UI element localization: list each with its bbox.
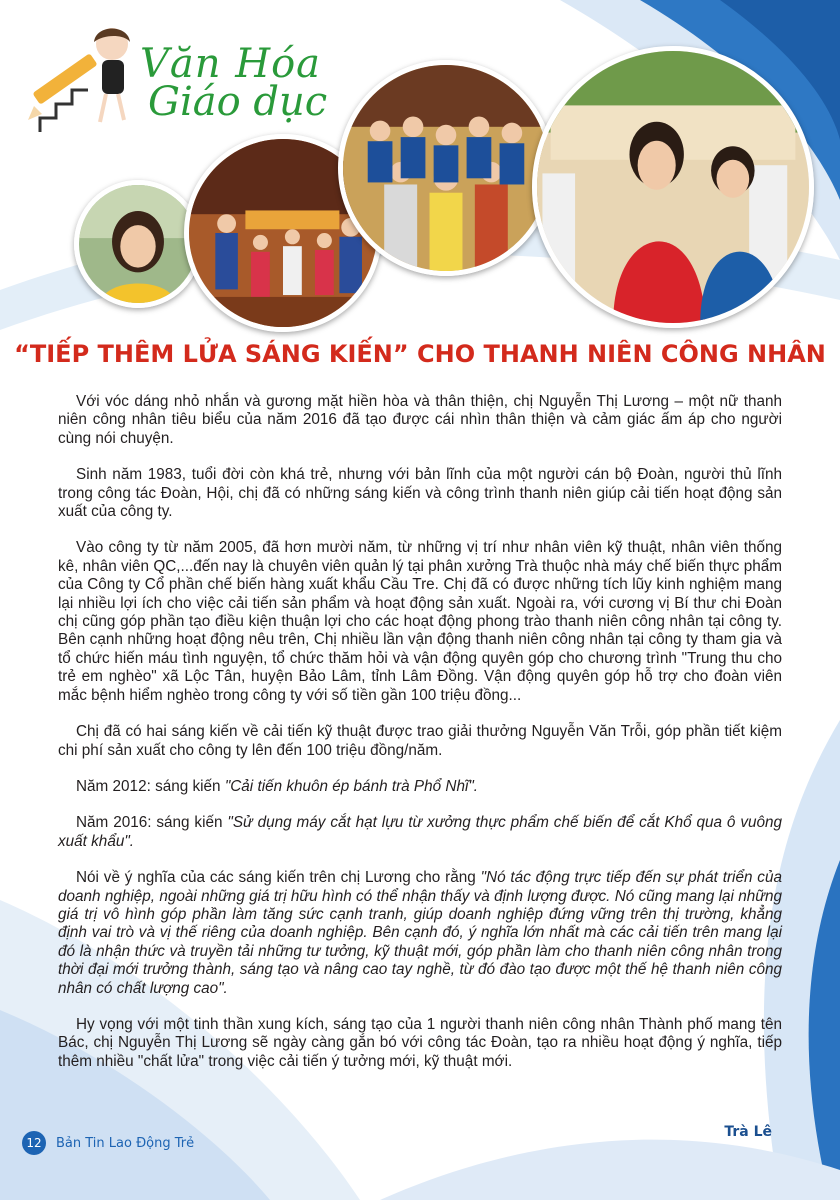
paragraph-7-quote: "Nó tác động trực tiếp đến sự phát triển của doanh nghiệp, ngoài những giá trị hữu hình có thể nhận thấy và định lượng được. Nó cũng mang lại những giá trị vô hình góp phần làm tăng sức cạnh tranh, giúp doanh nghiệp đứng vững trên thị trường, khẳng định vai trò và vị thế riêng của doanh nghiệp. Bên cạnh đó, ý nghĩa lớn nhất mà các cải tiến trên mang lại đó là nhận thức và truyền tải những tư tưởng, kỹ thuật mới, góp phần làm cho thanh niên công nhân trong thời đại mới trưởng thành, sáng tạo và nâng cao tay nghề, từ đó đào tạo được một thế hệ thanh niên công nhân có chất lượng cao". — [58, 869, 782, 997]
paragraph-6 — [58, 814, 782, 851]
section-title-line2: Giáo dục — [148, 79, 328, 125]
paragraph-5 — [58, 778, 782, 796]
portrait-photo — [74, 180, 202, 308]
publication-name: Bản Tin Lao Động Trẻ — [56, 1135, 195, 1151]
page-number: 12 — [22, 1131, 46, 1155]
paragraph-5-prefix: Năm 2012: sáng kiến — [76, 777, 225, 795]
paragraph-5-quote: "Cải tiến khuôn ép bánh trà Phổ Nhĩ". — [224, 777, 479, 795]
paragraph-3: Vào công ty từ năm 2005, đã hơn mười năm, từ những vị trí như nhân viên kỹ thuật, nhân viên thống kê, nhân viên QC,...đến nay là chuyên viên quản lý tại phân xưởng Trà thuộc nhà máy chế biến thực phẩm của Công ty Cổ phần chế biến hàng xuất khẩu Cầu Tre. Chị đã có được những tích lũy kinh nghiệm mang lại nhiều lợi ích cho việc cải tiến sản phẩm và hoạt động sản xuất. Ngoài ra, với cương vị Bí thư chi Đoàn chị cũng góp phần tạo điều kiện thuận lợi cho các hoạt động phong trào thanh niên công nhân tại công ty. Bên cạnh những hoạt động nêu trên, Chị nhiều lần vận động thanh niên công nhân tại công ty tham gia và tổ chức hiến máu tình nguyện, tổ chức thăm hỏi và vận động quyên góp cho chương trình "Trung thu cho trẻ em nghèo" xã Lộc Tân, huyện Bảo Lâm, tỉnh Lâm Đồng. Vận động quyên góp hỗ trợ cho đoàn viên mắc bệnh hiểm nghèo trong công ty với số tiền gần 100 triệu đồng... — [58, 539, 782, 704]
paragraph-1: Với vóc dáng nhỏ nhắn và gương mặt hiền hòa và thân thiện, chị Nguyễn Thị Lương – một nữ thanh niên công nhân tiêu biểu của năm 2016 đã tạo được cái nhìn thân thiện và cảm giác ấm áp cho người cùng nói chuyện. — [58, 393, 782, 447]
section-title — [140, 41, 340, 125]
youth-union-photo — [532, 46, 814, 328]
group-photo-performers — [338, 60, 554, 276]
paragraph-7-prefix: Nói về ý nghĩa của các sáng kiến trên chị Lương cho rằng — [76, 869, 481, 887]
section-title-line1: Văn Hóa — [140, 41, 322, 87]
article-body — [58, 393, 782, 1089]
paragraph-6-quote: "Sử dụng máy cắt hạt lựu từ xưởng thực phẩm chế biến để cắt Khổ qua ô vuông xuất khẩu". — [58, 814, 783, 850]
paragraph-8: Hy vọng với một tinh thần xung kích, sáng tạo của 1 người thanh niên công nhân Thành phố mang tên Bác, chị Nguyễn Thị Lương sẽ ngày càng gắn bó với công tác Đoàn, tạo ra nhiều hoạt động ý nghĩa, tiếp thêm nhiều "chất lửa" trong việc cải tiến ý tưởng mới, kỹ thuật mới. — [58, 1015, 782, 1070]
author-byline: Trà Lê — [724, 1124, 772, 1140]
pencil-girl-mascot-icon — [20, 22, 160, 137]
page-footer — [22, 1130, 194, 1156]
paragraph-2: Sinh năm 1983, tuổi đời còn khá trẻ, nhưng với bản lĩnh của một người cán bộ Đoàn, người thủ lĩnh trong công tác Đoàn, Hội, chị đã có những sáng kiến và công trình thanh niên giúp cải tiến hoạt động sản xuất của công ty. — [58, 466, 782, 521]
article-headline: “TIẾP THÊM LỬA SÁNG KIẾN” CHO THANH NIÊN CÔNG NHÂN — [14, 340, 826, 368]
paragraph-7 — [58, 869, 782, 998]
paragraph-6-prefix: Năm 2016: sáng kiến — [76, 814, 228, 832]
paragraph-4: Chị đã có hai sáng kiến về cải tiến kỹ thuật được trao giải thưởng Nguyễn Văn Trỗi, góp phần tiết kiệm chi phí sản xuất cho công ty lên đến 100 triệu đồng/năm. — [58, 723, 782, 759]
